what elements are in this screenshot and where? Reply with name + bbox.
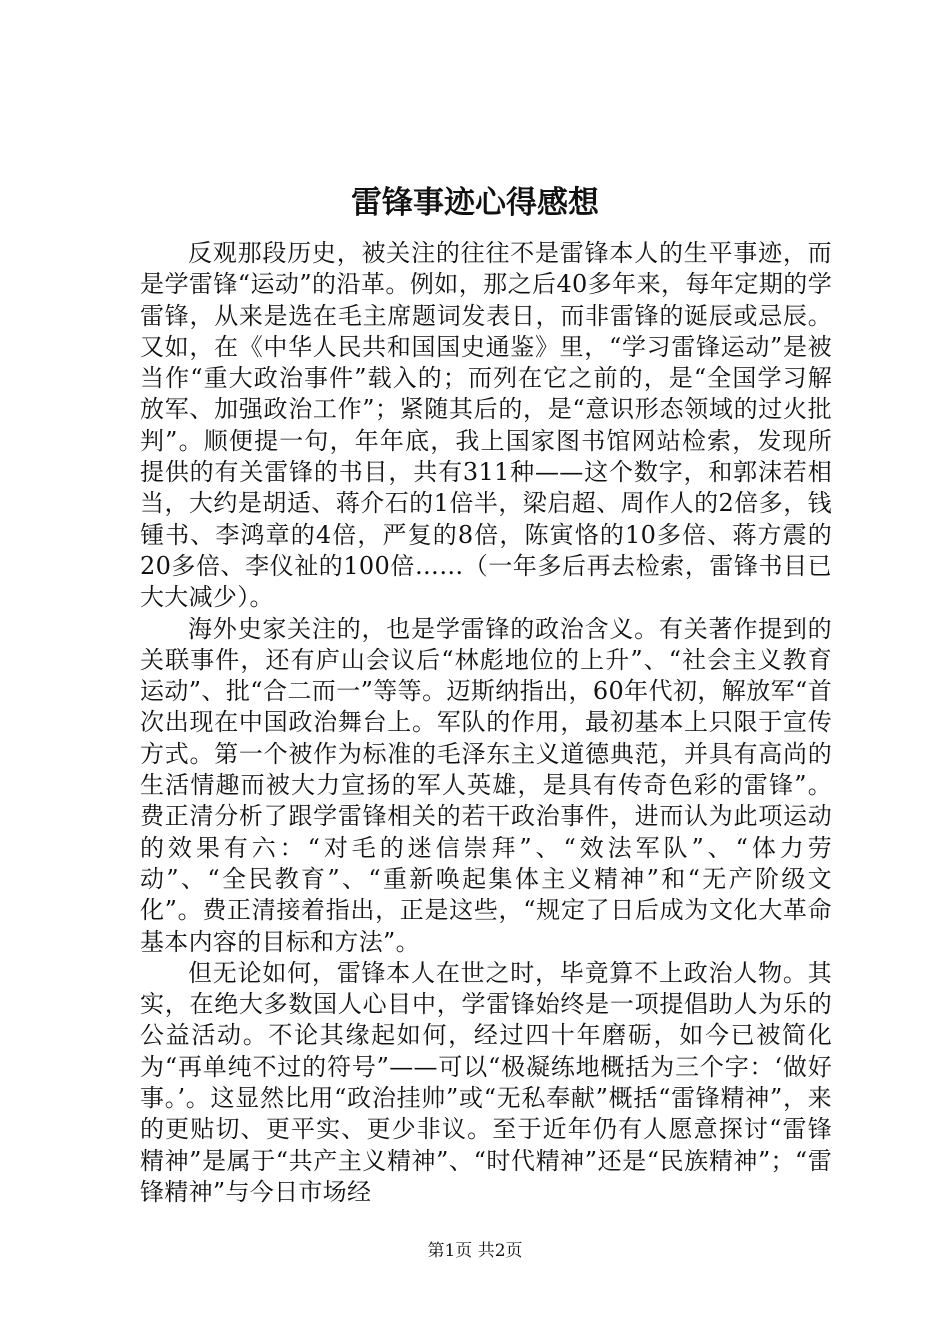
paragraph-1: 反观那段历史，被关注的往往不是雷锋本人的生平事迹，而是学雷锋“运动”的沿革。例如，那之后40多年来，每年定期的学雷锋，从来是选在毛主席题词发表日，而非雷锋的诞辰或忌辰。又如，在《中华人民共和国国史通鉴》里，“学习雷锋运动”是被当作“重大政治事件”载入的；而列在它之前的，是“全国学习解放军、加强政治工作”；紧随其后的，是“意识形态领域的过火批判”。顺便提一句，年年底，我上国家图书馆网站检索，发现所提供的有关雷锋的书目，共有311种——这个数字，和郭沫若相当，大约是胡适、蒋介石的1倍半，梁启超、周作人的2倍多，钱锺书、李鸿章的4倍，严复的8倍，陈寅恪的10多倍、蒋方震的20多倍、李仪祉的100倍……（一年多后再去检索，雷锋书目已大大减少）。 — [140, 239, 832, 612]
document-title: 雷锋事迹心得感想 — [351, 185, 599, 221]
paragraph-2: 海外史家关注的，也是学雷锋的政治含义。有关著作提到的关联事件，还有庐山会议后“林彪地位的上升”、“社会主义教育运动”、批“合二而一”等等。迈斯纳指出，60年代初，解放军“首次出现在中国政治舞台上。军队的作用，最初基本上只限于宣传方式。第一个被作为标准的毛泽东主义道德典范，并具有高尚的生活情趣而被大力宣扬的军人英雄，是具有传奇色彩的雷锋”。费正清分析了跟学雷锋相关的若干政治事件，进而认为此项运动的效果有六：“对毛的迷信崇拜”、“效法军队”、“体力劳动”、“全民教育”、“重新唤起集体主义精神”和“无产阶级文化”。费正清接着指出，正是这些，“规定了日后成为文化大革命基本内容的目标和方法”。 — [140, 614, 832, 956]
paragraph-3: 但无论如何，雷锋本人在世之时，毕竟算不上政治人物。其实，在绝大多数国人心目中，学雷锋始终是一项提倡助人为乐的公益活动。不论其缘起如何，经过四十年磨砺，如今已被简化为“再单纯不过的符号”——可以“极凝练地概括为三个字：‘做好事。’。这显然比用“政治挂帅”或“无私奉献”概括“雷锋精神”，来的更贴切、更平实、更少非议。至于近年仍有人愿意探讨“雷锋精神”是属于“共产主义精神”、“时代精神”还是“民族精神”；“雷锋精神”与今日市场经 — [140, 958, 832, 1206]
document-body — [140, 238, 832, 1208]
page-footer: 第1页 共2页 — [427, 1241, 523, 1261]
